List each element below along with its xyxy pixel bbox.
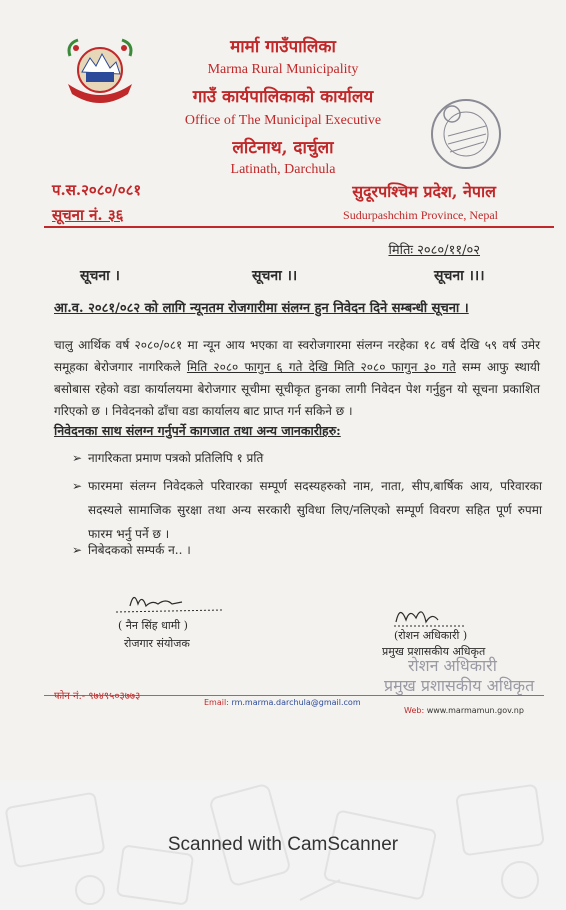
body-text-part-1: चालु आर्थिक वर्ष २०८०/०८१ मा न्यून आय भएका वा स्वरोजगारमा संलग्न नरहेका १८ वर्ष देखि ५९ वर्ष उमेर समूहका बेरोजगार नागरिकले	[54, 338, 540, 374]
arrow-bullet-icon: ➢	[72, 543, 83, 557]
signatory-right-role: प्रमुख प्रशासकीय अधिकृत	[382, 645, 486, 658]
office-seal-stamp	[428, 96, 504, 172]
notice-date: मितिः २०८०/११/०२	[388, 243, 480, 258]
email-label: Email:	[204, 698, 229, 707]
footer-email	[204, 698, 361, 707]
requirement-item: ➢ फारममा संलग्न निवेदकले परिवारका सम्पूर्ण सदस्यहरुको नाम, नाता, सीप,बार्षिक आय, परिवारका सदस्यले सामाजिक सुरक्षा तथा अन्य सरकारी सुविधा लिए/नलिएको सम्पूर्ण विवरण सहित पूर्ण रुपमा फारम भर्नु पर्ने छ ।	[72, 474, 542, 546]
camscanner-watermark: Scanned with CamScanner	[167, 834, 399, 855]
name-stamp: रोशन अधिकारी	[408, 656, 497, 675]
notice-subject: आ.व. २०८१/०८२ को लागि न्यूनतम रोजगारीमा संलग्न हुन निवेदन दिने सम्बन्धी सूचना ।	[54, 301, 469, 316]
signatory-right-name: (रोशन अधिकारी )	[394, 629, 468, 642]
web-label: Web:	[404, 706, 425, 715]
arrow-bullet-icon: ➢	[72, 451, 83, 465]
email-value: rm.marma.darchula@gmail.com	[231, 698, 361, 707]
reference-number: प.स.२०८०/०८१	[52, 181, 142, 199]
heading-notice-1: सूचना ।	[80, 268, 120, 284]
requirements-heading: निवेदनका साथ संलग्न गर्नुपर्ने कागजात तथा अन्य जानकारीहरु:	[54, 423, 341, 438]
requirement-item: ➢ नागरिकता प्रमाण पत्रको प्रतिलिपि १ प्रति	[72, 446, 542, 470]
footer-phone: फोन नं.- ९७४९५०३७७३	[54, 691, 141, 702]
office-name-np: गाउँ कार्यपालिकाको कार्यालय	[192, 87, 374, 107]
notice-body	[54, 334, 540, 422]
heading-notice-2: सूचना ।।	[252, 268, 298, 284]
application-date-range: मिति २०८० फागुन ६ गते देखि मिति २०८० फागुन ३० गते	[186, 360, 456, 374]
web-value: www.marmamun.gov.np	[426, 706, 524, 715]
requirement-item: ➢ निबेदकको सम्पर्क न.. ।	[72, 538, 542, 562]
municipality-name-np: मार्मा गाउँपालिका	[230, 37, 336, 57]
signatory-left-role: रोजगार संयोजक	[124, 637, 190, 650]
place-np: लटिनाथ, दार्चुला	[232, 138, 334, 158]
signature-right	[390, 600, 470, 630]
notice-number: सूचना नं. ३६	[52, 206, 124, 224]
arrow-bullet-icon: ➢	[72, 479, 83, 493]
signatory-left-name: ( नैन सिंह धामी )	[118, 619, 188, 632]
heading-notice-3: सूचना ।।।	[434, 268, 485, 284]
office-name-en: Office of The Municipal Executive	[184, 113, 382, 128]
signature-left	[112, 586, 232, 620]
province-en: Sudurpashchim Province, Nepal	[343, 208, 498, 222]
body-text-part-2: सम्म आफु स्थायी बसोबास रहेको वडा कार्यालयमा बेरोजगार सूचीमा सूचीकृत हुनका लागी निवेदन पेश गर्नुहुन यो सूचना प्रकाशित गरिएको छ । निवेदनको ढाँचा वडा कार्यालय बाट प्राप्त गर्न सकिने छ ।	[54, 360, 540, 418]
footer-web	[404, 706, 524, 715]
place-en: Latinath, Darchula	[230, 162, 336, 177]
letterhead-divider	[44, 226, 554, 228]
role-stamp: प्रमुख प्रशासकीय अधिकृत	[384, 676, 535, 695]
municipality-name-en: Marma Rural Municipality	[207, 62, 359, 77]
province-np: सुदूरपश्चिम प्रदेश, नेपाल	[352, 182, 496, 201]
